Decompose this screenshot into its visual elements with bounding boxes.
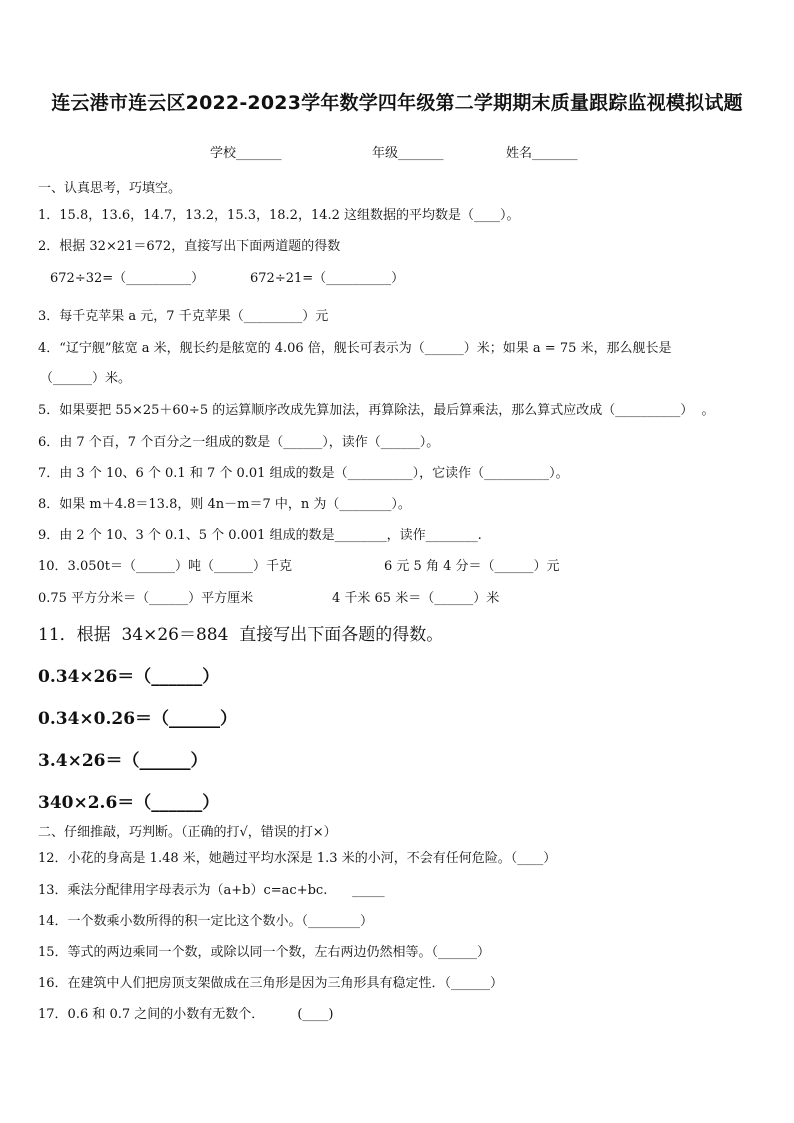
question-8: 8．如果 m＋4.8＝13.8，则 4n－m＝7 中，n 为（________）。: [38, 497, 411, 512]
question-16: 16．在建筑中人们把房顶支架做成在三角形是因为三角形具有稳定性．（______）: [38, 976, 504, 991]
school-field: 学校_______: [210, 146, 282, 161]
question-12: 12．小花的身高是 1.48 米，她趟过平均水深是 1.3 米的小河，不会有任何危险。（____）: [38, 851, 557, 866]
question-11: 11．根据 34×26＝884 直接写出下面各题的得数。: [38, 625, 444, 645]
page-title: 连云港市连云区2022-2023学年数学四年级第二学期期末质量跟踪监视模拟试题: [51, 92, 743, 114]
question-11c: 3.4×26＝（______）: [38, 751, 208, 771]
question-5: 5．如果要把 55×25＋60÷5 的运算顺序改成先算加法，再算除法，最后算乘法，那么算式应改成（__________） 。: [38, 403, 715, 418]
question-10a: 10．3.050t＝（______）吨（______）千克: [38, 559, 292, 574]
question-17: 17．0.6 和 0.7 之间的小数有无数个． (____): [38, 1007, 334, 1022]
question-6: 6．由 7 个百，7 个百分之一组成的数是（______），读作（______）。: [38, 435, 440, 450]
question-10d: 4 千米 65 米＝（______）米: [332, 591, 500, 606]
question-7: 7．由 3 个 10、6 个 0.1 和 7 个 0.01 组成的数是（__________），它读作（__________）。: [38, 466, 569, 481]
question-2: 2．根据 32×21＝672，直接写出下面两道题的得数: [38, 239, 341, 254]
question-11b: 0.34×0.26＝（______）: [38, 709, 238, 729]
question-2b: 672÷21=（__________）: [250, 271, 405, 286]
question-1: 1．15.8，13.6，14.7，13.2，15.3，18.2，14.2 这组数据的平均数是（____）。: [38, 208, 520, 223]
question-2a: 672÷32=（__________）: [50, 271, 205, 286]
question-14: 14．一个数乘小数所得的积一定比这个数小。（________）: [38, 914, 374, 929]
question-10b: 6 元 5 角 4 分＝（______）元: [384, 559, 560, 574]
question-10c: 0.75 平方分米＝（______）平方厘米: [38, 591, 254, 606]
name-field: 姓名_______: [506, 146, 578, 161]
question-9: 9．由 2 个 10、3 个 0.1、5 个 0.001 组成的数是________，读作________.: [38, 528, 482, 543]
question-15: 15．等式的两边乘同一个数，或除以同一个数，左右两边仍然相等。（______）: [38, 945, 491, 960]
question-3: 3．每千克苹果 a 元，7 千克苹果（_________）元: [38, 309, 329, 324]
question-4-line-2: （______）米。: [40, 371, 132, 386]
question-11a: 0.34×26＝（______）: [38, 667, 220, 687]
question-11d: 340×2.6＝（______）: [38, 793, 220, 813]
grade-field: 年级_______: [372, 146, 444, 161]
section-heading-1: 一、认真思考，巧填空。: [38, 181, 182, 196]
section-heading-2: 二、仔细推敲，巧判断。（正确的打√，错误的打×）: [38, 825, 337, 840]
question-4-line-1: 4．“辽宁舰”舷宽 a 米，舰长约是舷宽的 4.06 倍，舰长可表示为（______）米；如果 a = 75 米，那么舰长是: [38, 341, 672, 356]
question-13: 13．乘法分配律用字母表示为（a+b）c=ac+bc. _____: [38, 883, 385, 898]
